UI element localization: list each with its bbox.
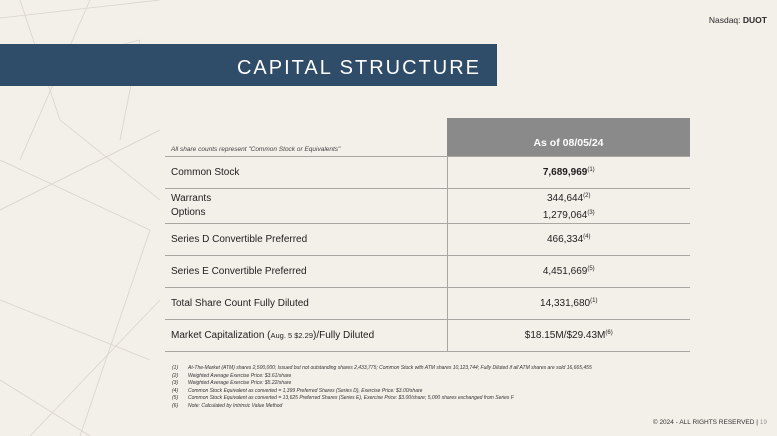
row-value: 1,279,064$^{(3)}$ — [542, 210, 595, 221]
footnote: (6) Note: Calculated by Intrinsic Value Method — [172, 402, 283, 409]
title-banner — [0, 44, 497, 86]
share-count-note: All share counts represent "Common Stock or Equivalents" — [165, 118, 447, 157]
table-row — [165, 320, 690, 352]
table-row — [165, 256, 690, 288]
row-value: 466,334$^{(4)}$ — [447, 224, 690, 256]
footnote: (2) Weighted Average Exercise Price: $3.61/share — [172, 372, 292, 379]
footnotes — [172, 365, 592, 410]
copyright-footer — [653, 419, 767, 426]
ticker-symbol: DUOT — [742, 15, 767, 25]
footnote: (5) Common Stock Equivalent as converted = 13,625 Preferred Shares (Series E), Exercise Price: $3.00/share; 5,000 shares exchanged from Series F — [172, 395, 514, 401]
page-title: CAPITAL STRUCTURE — [236, 57, 481, 79]
row-value: 4,451,669$^{(5)}$ — [447, 256, 690, 288]
row-label: Warrants — [171, 193, 212, 204]
as-of-date-header: As of 08/05/24 — [447, 118, 690, 157]
exchange-name: Nasdaq: — [708, 15, 741, 25]
row-value: $\$18.15M/\$29.43M^{(6)}$ — [447, 320, 690, 352]
copyright-text: © 2024 - ALL RIGHTS RESERVED | — [652, 419, 758, 426]
row-label: Common Stock — [165, 157, 447, 189]
row-value: 344,644$^{(2)}$ — [547, 193, 591, 204]
table-row — [165, 189, 690, 224]
capital-structure-table — [165, 118, 690, 352]
row-value: 14,331,680$^{(1)}$ — [447, 288, 690, 320]
row-label: Total Share Count Fully Diluted — [165, 288, 447, 320]
page-number: 19 — [759, 419, 767, 426]
ticker-label — [709, 15, 767, 25]
table-row — [165, 157, 690, 189]
row-label: Market Capitalization (Aug. 5 $2.29)/Fully Diluted — [165, 320, 447, 352]
table-row — [165, 224, 690, 256]
footnote: (3) Weighted Average Exercise Price: $5.22/share — [172, 380, 292, 386]
row-label: Options — [171, 207, 206, 218]
row-label: Series E Convertible Preferred — [165, 256, 447, 288]
footnote: (4) Common Stock Equivalent as converted = 1,399 Preferred Shares (Series D), Exercise Price: $3.00/share — [172, 387, 423, 394]
table-header — [165, 118, 690, 157]
row-label: Series D Convertible Preferred — [165, 224, 447, 256]
table-row — [165, 288, 690, 320]
row-value: 7,689,969$^{(1)}$ — [447, 157, 690, 189]
footnote: (1) At-The-Market (ATM) shares 2,500,000; Issued but not outstanding shares 2,433,775; Common Stock with ATM shares 10,123,744; Fully Diluted if all ATM shares are sold 16,665,455 — [172, 365, 592, 371]
